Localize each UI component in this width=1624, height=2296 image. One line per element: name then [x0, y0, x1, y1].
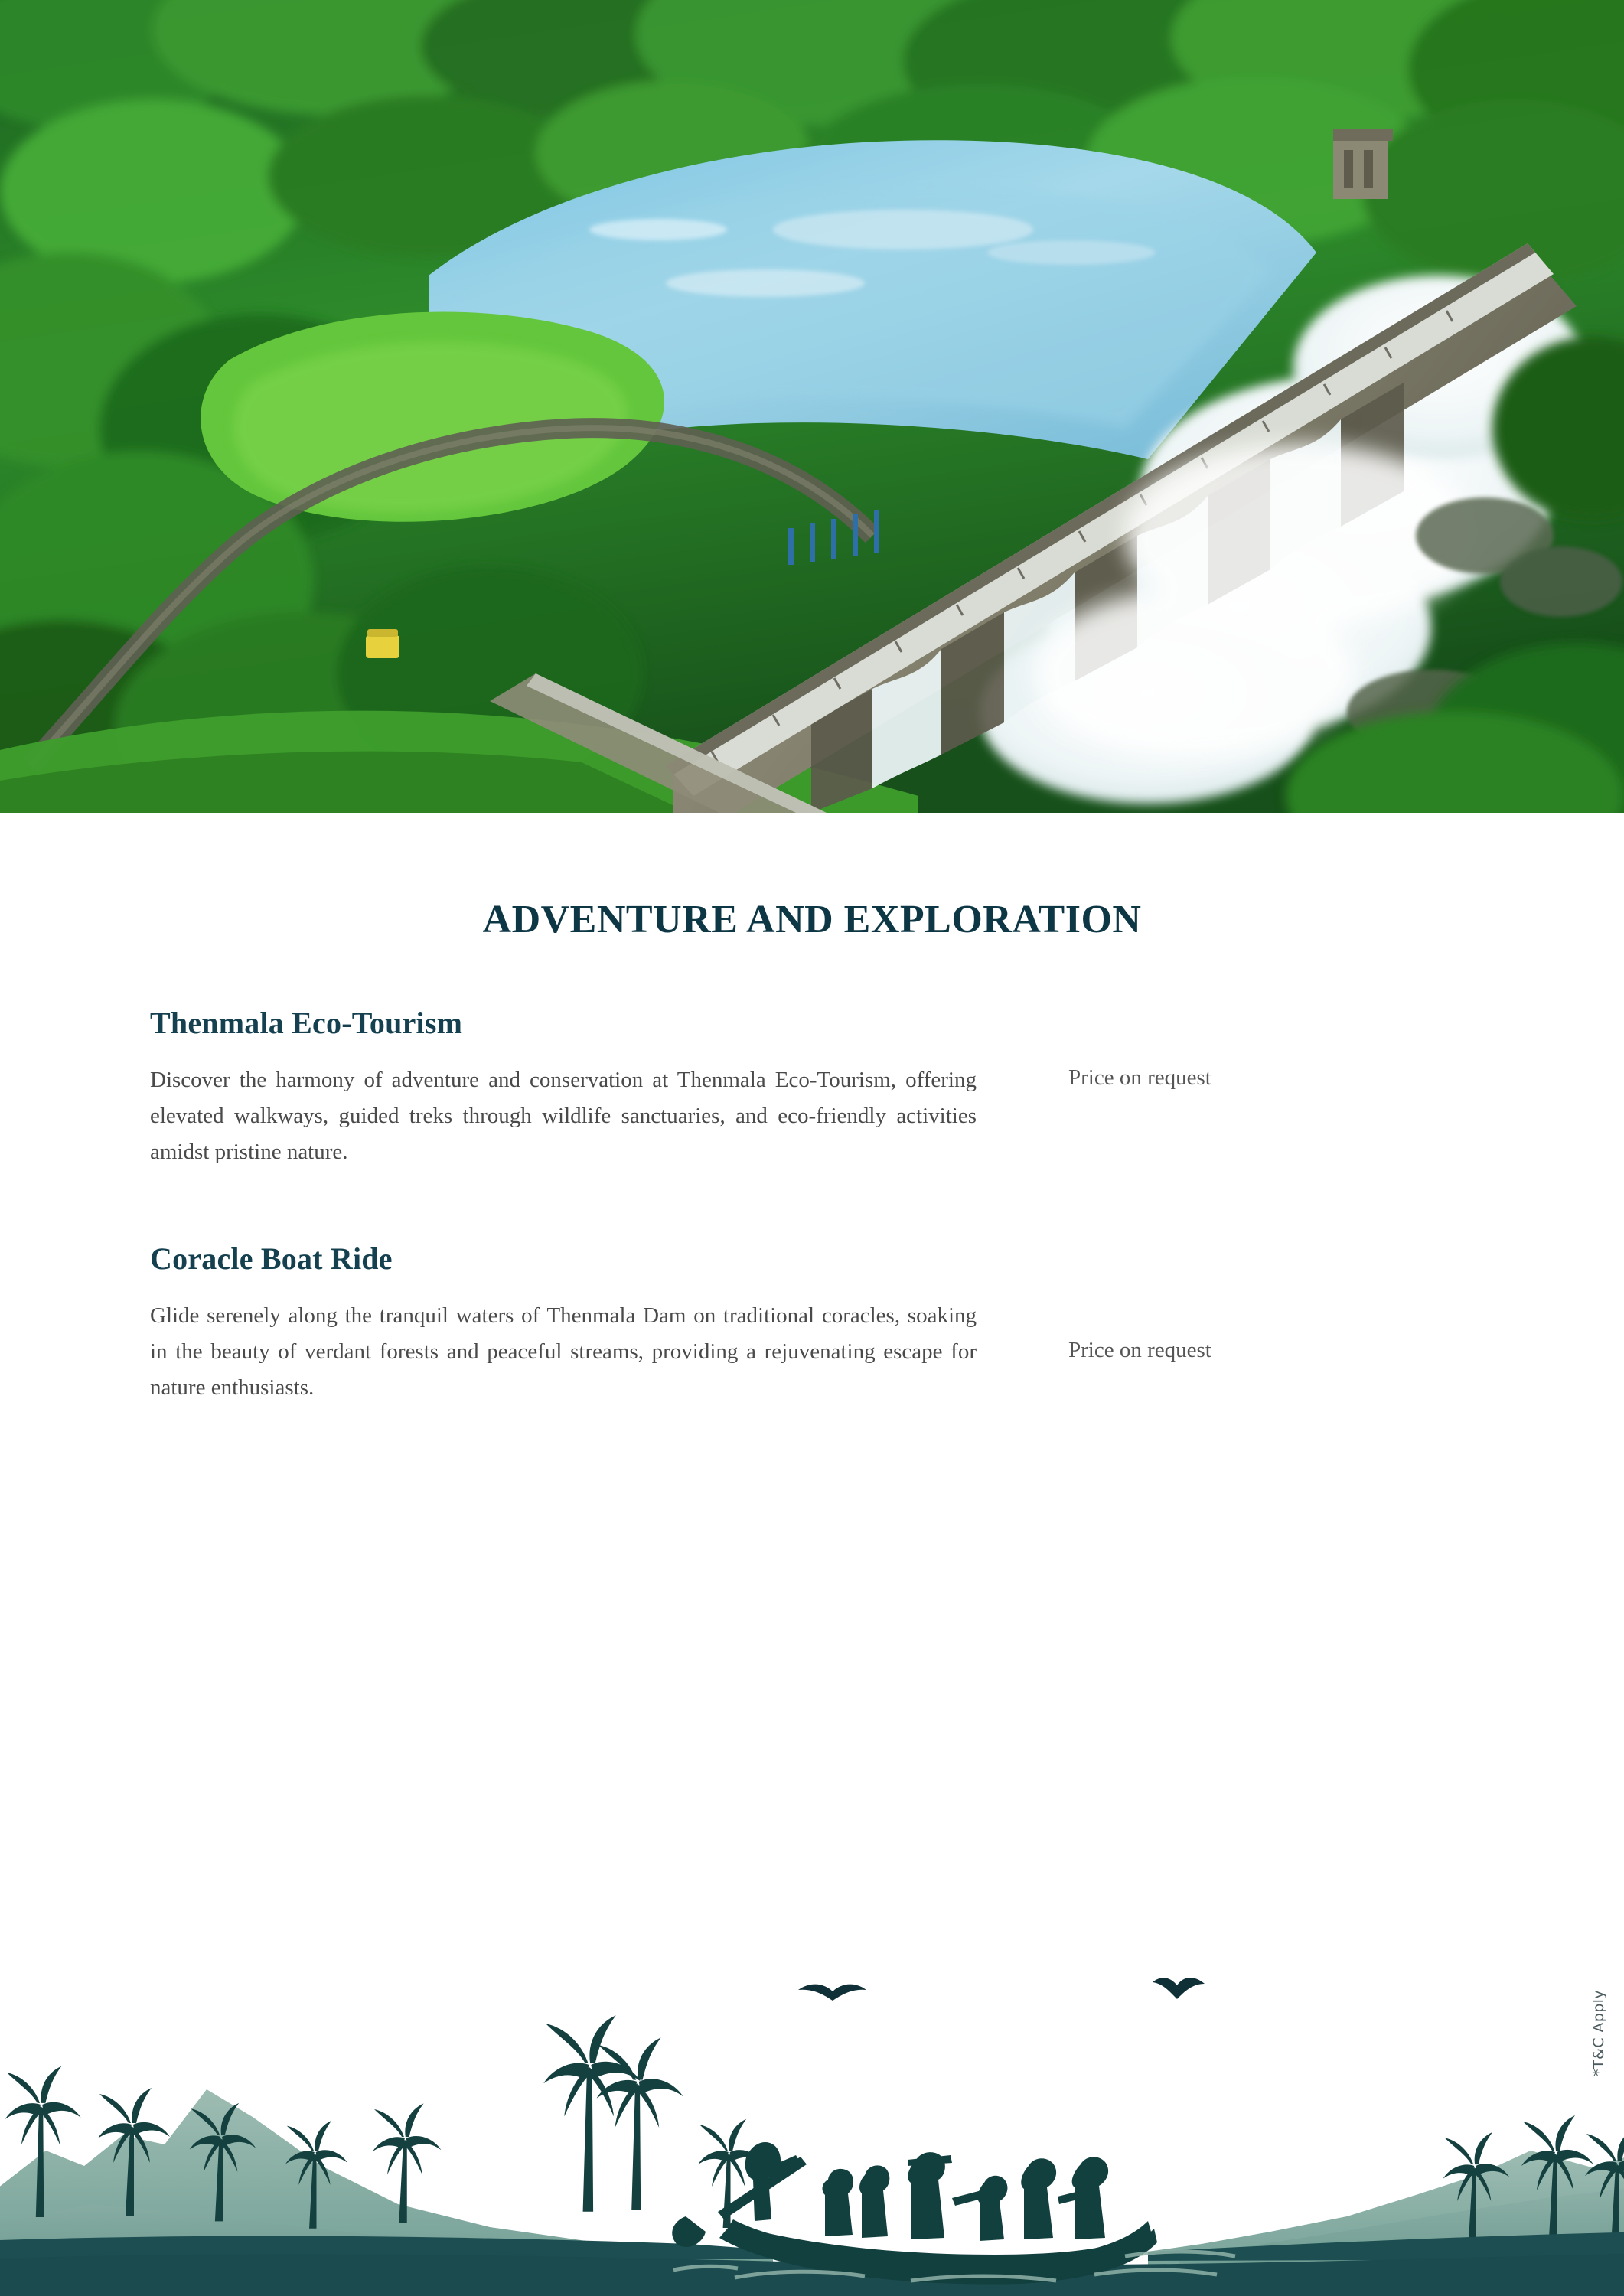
section-coracle-boat-ride [150, 1241, 1474, 1406]
section-body [150, 1062, 1474, 1170]
section-description: Glide serenely along the tranquil waters of Thenmala Dam on traditional coracles, soaking in the beauty of verdant forests and peaceful streams, providing a rejuvenating escape for nature enthusiasts. [150, 1303, 977, 1400]
sections-list [0, 1005, 1624, 1406]
price-label: Price on request [1068, 1065, 1211, 1090]
footer-illustration [0, 1975, 1624, 2296]
hero-photo [0, 0, 1624, 813]
section-thenmala-eco-tourism [150, 1005, 1474, 1170]
hero-photo-graphic [0, 0, 1624, 813]
section-heading: Thenmala Eco-Tourism [150, 1006, 463, 1040]
content-area [0, 813, 1624, 1406]
terms-and-conditions-note: *T&C Apply [1590, 1990, 1607, 2076]
section-description: Discover the harmony of adventure and conservation at Thenmala Eco-Tourism, offering elevated walkways, guided treks through wildlife sanctuaries, and eco-friendly activities amidst pristine nature. [150, 1068, 977, 1164]
section-body [150, 1298, 1474, 1406]
section-heading: Coracle Boat Ride [150, 1241, 393, 1276]
bird-icon [0, 1975, 866, 2001]
footer-illustration-graphic [0, 1975, 1624, 2296]
bird-icon [1153, 1978, 1205, 1999]
price-label: Price on request [1068, 1337, 1211, 1362]
page-title: ADVENTURE AND EXPLORATION [482, 898, 1142, 941]
